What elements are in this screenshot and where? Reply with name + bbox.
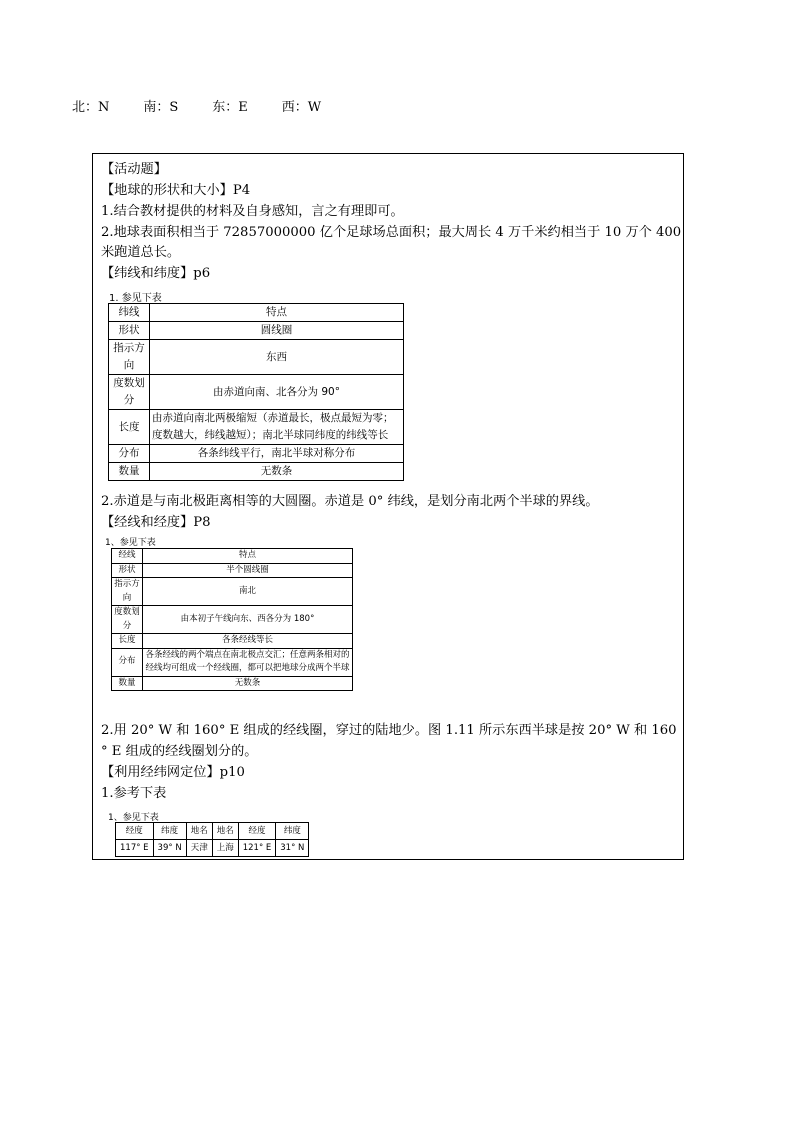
table-header-row — [112, 549, 353, 564]
table-cell: 上海 — [212, 840, 238, 857]
table-header-row — [109, 304, 404, 322]
table-key-cell: 形状 — [109, 322, 150, 340]
table-cell: 121° E — [238, 840, 276, 857]
meridian-circle-line-1: 2.用 20° W 和 160° E 组成的经线圈，穿过的陆地少。图 1.11 所示东西半球是按 20° W 和 160 — [101, 723, 677, 738]
table-row — [112, 676, 353, 691]
activity-title: 【活动题】 — [101, 162, 167, 177]
table-header-cell: 特点 — [143, 549, 353, 564]
dir-west: 西：W — [281, 100, 322, 115]
table-header-cell: 经线 — [112, 549, 143, 564]
table-key-cell: 指示方向 — [109, 340, 150, 375]
table-value-cell: 圆线圈 — [150, 322, 404, 340]
latitude-table-note: 1. 参见下表 — [109, 293, 162, 304]
table-cell: 117° E — [116, 840, 154, 857]
table-key-cell: 度数划分 — [109, 375, 150, 410]
table-row — [116, 840, 309, 857]
table-key-cell: 指示方向 — [112, 578, 143, 606]
table-row — [109, 463, 404, 481]
earth-shape-line-3: 米跑道总长。 — [101, 245, 181, 260]
table-value-cell: 南北 — [143, 578, 353, 606]
table-row — [109, 375, 404, 410]
table-key-cell: 度数划分 — [112, 606, 143, 634]
location-table-note: 1、参见下表 — [108, 813, 159, 823]
table-value-cell: 各条经线的两个端点在南北极点交汇；任意两条相对的经线均可组成一个经线圈，都可以把地球分成两个半球 — [143, 648, 353, 676]
table-header-cell: 经度 — [238, 823, 276, 840]
table-value-cell: 无数条 — [143, 676, 353, 691]
table-value-cell: 各条纬线平行，南北半球对称分布 — [150, 445, 404, 463]
table-row — [112, 578, 353, 606]
table-header-cell: 纬线 — [109, 304, 150, 322]
section-latitude-title: 【纬线和纬度】p6 — [101, 266, 211, 281]
table-header-row — [116, 823, 309, 840]
table-row — [112, 563, 353, 578]
table-header-cell: 特点 — [150, 304, 404, 322]
dir-north: 北：N — [72, 100, 110, 115]
table-value-cell: 各条经线等长 — [143, 634, 353, 649]
table-cell: 天津 — [186, 840, 212, 857]
dir-south: 南：S — [143, 100, 179, 115]
table-header-cell: 地名 — [212, 823, 238, 840]
table-row — [112, 634, 353, 649]
earth-shape-line-1: 1.结合教材提供的材料及自身感知，言之有理即可。 — [101, 204, 404, 219]
table-key-cell: 数量 — [109, 463, 150, 481]
table-value-cell: 由赤道向南、北各分为 90° — [150, 375, 404, 410]
table-row — [112, 606, 353, 634]
table-value-cell: 由本初子午线向东、西各分为 180° — [143, 606, 353, 634]
table-key-cell: 长度 — [109, 410, 150, 445]
longitude-table — [111, 548, 353, 691]
table-header-cell: 地名 — [186, 823, 212, 840]
table-cell: 31° N — [276, 840, 309, 857]
table-cell: 39° N — [153, 840, 186, 857]
direction-legend — [72, 96, 355, 115]
earth-shape-line-2: 2.地球表面积相当于 72857000000 亿个足球场总面积；最大周长 4 万千米约相当于 10 万个 400 — [101, 225, 682, 240]
grid-location-line-1: 1.参考下表 — [101, 786, 167, 801]
table-key-cell: 数量 — [112, 676, 143, 691]
table-row — [109, 322, 404, 340]
table-row — [109, 445, 404, 463]
section-grid-location-title: 【利用经纬网定位】p10 — [101, 765, 245, 780]
table-value-cell: 无数条 — [150, 463, 404, 481]
table-header-cell: 经度 — [116, 823, 154, 840]
table-row — [109, 340, 404, 375]
table-key-cell: 长度 — [112, 634, 143, 649]
table-key-cell: 分布 — [109, 445, 150, 463]
table-key-cell: 形状 — [112, 563, 143, 578]
table-value-cell: 半个圆线圈 — [143, 563, 353, 578]
dir-east: 东：E — [212, 100, 248, 115]
table-value-cell: 由赤道向南北两极缩短（赤道最长，极点最短为零；度数越大，纬线越短）；南北半球同纬度的纬线等长 — [150, 410, 404, 445]
table-row — [112, 648, 353, 676]
section-longitude-title: 【经线和经度】P8 — [101, 515, 211, 530]
longitude-table-note: 1、参见下表 — [105, 538, 156, 548]
location-table — [115, 822, 309, 857]
meridian-circle-line-2: ° E 组成的经线圈划分的。 — [101, 744, 258, 759]
latitude-table — [108, 303, 404, 481]
section-earth-shape-title: 【地球的形状和大小】P4 — [101, 183, 251, 198]
table-header-cell: 纬度 — [153, 823, 186, 840]
table-header-cell: 纬度 — [276, 823, 309, 840]
table-row — [109, 410, 404, 445]
table-key-cell: 分布 — [112, 648, 143, 676]
equator-line: 2.赤道是与南北极距离相等的大圆圈。赤道是 0° 纬线，是划分南北两个半球的界线。 — [101, 494, 599, 509]
table-value-cell: 东西 — [150, 340, 404, 375]
